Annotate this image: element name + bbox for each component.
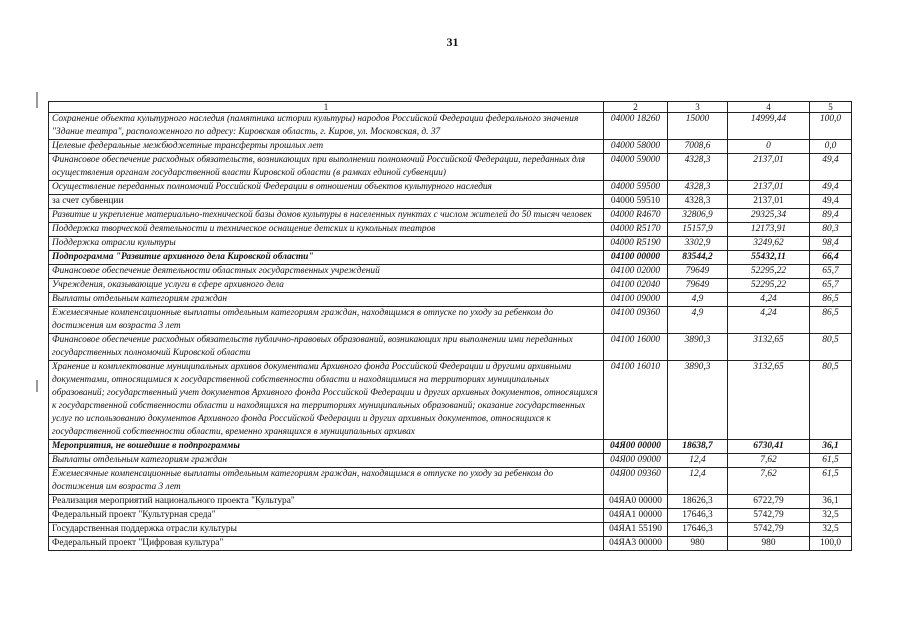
- column-header: 4: [728, 102, 810, 113]
- row-actual-amount: 0: [728, 140, 810, 154]
- table-row: [49, 495, 852, 509]
- row-percent: 36,1: [810, 440, 852, 454]
- row-code: 04ЯА1 55190: [604, 523, 668, 537]
- row-planned-amount: 7008,6: [668, 140, 728, 154]
- row-description: Реализация мероприятий национального проекта "Культура": [49, 495, 604, 509]
- row-actual-amount: 7,62: [728, 468, 810, 495]
- row-percent: 80,5: [810, 361, 852, 440]
- row-planned-amount: 4,9: [668, 293, 728, 307]
- row-percent: 100,0: [810, 537, 852, 551]
- row-actual-amount: 29325,34: [728, 209, 810, 223]
- row-description: Ежемесячные компенсационные выплаты отдельным категориям граждан, находящимся в отпуске по уходу за ребенком до достижения им возраста 3 лет: [49, 468, 604, 495]
- table-row: [49, 509, 852, 523]
- row-description: Осуществление переданных полномочий Российской Федерации в отношении объектов культурного наследия: [49, 181, 604, 195]
- table-row: [49, 334, 852, 361]
- row-percent: 80,5: [810, 334, 852, 361]
- row-description: Развитие и укрепление материально-технической базы домов культуры в населенных пунктах с числом жителей до 50 тысяч человек: [49, 209, 604, 223]
- row-code: 04100 16000: [604, 334, 668, 361]
- row-description: Федеральный проект "Культурная среда": [49, 509, 604, 523]
- row-percent: 86,5: [810, 307, 852, 334]
- row-percent: 61,5: [810, 468, 852, 495]
- row-planned-amount: 17646,3: [668, 523, 728, 537]
- row-planned-amount: 3890,3: [668, 361, 728, 440]
- table-row: [49, 454, 852, 468]
- table-row: [49, 154, 852, 181]
- row-planned-amount: 83544,2: [668, 251, 728, 265]
- row-code: 04ЯА1 00000: [604, 509, 668, 523]
- row-actual-amount: 52295,22: [728, 279, 810, 293]
- table-row: [49, 195, 852, 209]
- row-planned-amount: 4,9: [668, 307, 728, 334]
- table-row: [49, 537, 852, 551]
- table-row: [49, 307, 852, 334]
- table-row: [49, 265, 852, 279]
- row-code: 04Я00 00000: [604, 440, 668, 454]
- row-code: 04100 02040: [604, 279, 668, 293]
- row-percent: 89,4: [810, 209, 852, 223]
- row-description: Выплаты отдельным категориям граждан: [49, 454, 604, 468]
- row-percent: 32,5: [810, 509, 852, 523]
- row-planned-amount: 980: [668, 537, 728, 551]
- row-code: 04Я00 09000: [604, 454, 668, 468]
- row-actual-amount: 3132,65: [728, 334, 810, 361]
- row-planned-amount: 4328,3: [668, 181, 728, 195]
- column-header: 3: [668, 102, 728, 113]
- table-row: [49, 140, 852, 154]
- table-row: [49, 279, 852, 293]
- table-row: [49, 523, 852, 537]
- row-code: 04Я00 09360: [604, 468, 668, 495]
- row-actual-amount: 980: [728, 537, 810, 551]
- row-planned-amount: 12,4: [668, 454, 728, 468]
- margin-mark: [36, 380, 38, 392]
- row-planned-amount: 32806,9: [668, 209, 728, 223]
- row-code: 04000 R5190: [604, 237, 668, 251]
- row-code: 04100 00000: [604, 251, 668, 265]
- row-description: Подпрограмма "Развитие архивного дела Кировской области": [49, 251, 604, 265]
- row-description: Выплаты отдельным категориям граждан: [49, 293, 604, 307]
- row-planned-amount: 15157,9: [668, 223, 728, 237]
- column-header: 2: [604, 102, 668, 113]
- row-actual-amount: 2137,01: [728, 195, 810, 209]
- page-number: 31: [446, 35, 459, 49]
- row-actual-amount: 5742,79: [728, 523, 810, 537]
- table-header-row: [49, 102, 852, 113]
- column-header: 1: [49, 102, 604, 113]
- budget-table: [48, 101, 852, 551]
- row-actual-amount: 3249,62: [728, 237, 810, 251]
- row-percent: 98,4: [810, 237, 852, 251]
- row-code: 04100 09000: [604, 293, 668, 307]
- row-planned-amount: 79649: [668, 265, 728, 279]
- table-row: [49, 293, 852, 307]
- row-planned-amount: 4328,3: [668, 154, 728, 181]
- row-description: Мероприятия, не вошедшие в подпрограммы: [49, 440, 604, 454]
- row-percent: 49,4: [810, 195, 852, 209]
- row-percent: 65,7: [810, 279, 852, 293]
- row-planned-amount: 12,4: [668, 468, 728, 495]
- row-percent: 65,7: [810, 265, 852, 279]
- row-description: Федеральный проект "Цифровая культура": [49, 537, 604, 551]
- table-row: [49, 440, 852, 454]
- row-description: Государственная поддержка отрасли культуры: [49, 523, 604, 537]
- row-actual-amount: 7,62: [728, 454, 810, 468]
- row-actual-amount: 4,24: [728, 307, 810, 334]
- row-percent: 49,4: [810, 181, 852, 195]
- row-code: 04000 R4670: [604, 209, 668, 223]
- row-description: Учреждения, оказывающие услуги в сфере архивного дела: [49, 279, 604, 293]
- row-planned-amount: 4328,3: [668, 195, 728, 209]
- table-row: [49, 251, 852, 265]
- row-percent: 66,4: [810, 251, 852, 265]
- row-code: 04100 02000: [604, 265, 668, 279]
- row-code: 04100 16010: [604, 361, 668, 440]
- row-percent: 36,1: [810, 495, 852, 509]
- row-actual-amount: 6730,41: [728, 440, 810, 454]
- row-code: 04000 59000: [604, 154, 668, 181]
- row-percent: 80,3: [810, 223, 852, 237]
- row-actual-amount: 2137,01: [728, 154, 810, 181]
- row-description: Финансовое обеспечение деятельности областных государственных учреждений: [49, 265, 604, 279]
- row-code: 04100 09360: [604, 307, 668, 334]
- row-percent: 100,0: [810, 113, 852, 140]
- row-description: Финансовое обеспечение расходных обязательств, возникающих при выполнении полномочий Российской Федерации, переданных для осуществления органам государственной власти Кировской области (в рамках единой субвенции): [49, 154, 604, 181]
- row-planned-amount: 18626,3: [668, 495, 728, 509]
- row-actual-amount: 12173,91: [728, 223, 810, 237]
- table-row: [49, 181, 852, 195]
- table-row: [49, 113, 852, 140]
- row-percent: 32,5: [810, 523, 852, 537]
- row-actual-amount: 52295,22: [728, 265, 810, 279]
- row-actual-amount: 2137,01: [728, 181, 810, 195]
- row-description: Поддержка творческой деятельности и техническое оснащение детских и кукольных театров: [49, 223, 604, 237]
- row-code: 04ЯА0 00000: [604, 495, 668, 509]
- row-description: Поддержка отрасли культуры: [49, 237, 604, 251]
- row-actual-amount: 55432,11: [728, 251, 810, 265]
- row-actual-amount: 14999,44: [728, 113, 810, 140]
- row-actual-amount: 5742,79: [728, 509, 810, 523]
- row-actual-amount: 3132,65: [728, 361, 810, 440]
- row-code: 04000 59500: [604, 181, 668, 195]
- row-percent: 49,4: [810, 154, 852, 181]
- table-row: [49, 361, 852, 440]
- row-planned-amount: 3890,3: [668, 334, 728, 361]
- row-description: Хранение и комплектование муниципальных архивов документами Архивного фонда Российской Федерации и другими архивными документами, относящимися к государственной собственности области и находящимися на территориях муниципальных образований; государственный учет документов Архивного фонда Российской Федерации и других архивных документов, относящихся к государственной собственности области и находящихся на территориях муниципальных образований; оказание государственных услуг по использованию документов Архивного фонда Российской Федерации и других архивных документов, относящихся к государственной собственности области, временно хранящихся в муниципальных архивах: [49, 361, 604, 440]
- row-description: за счет субвенции: [49, 195, 604, 209]
- row-code: 04000 59510: [604, 195, 668, 209]
- row-description: Целевые федеральные межбюджетные трансферты прошлых лет: [49, 140, 604, 154]
- row-planned-amount: 3302,9: [668, 237, 728, 251]
- row-description: Ежемесячные компенсационные выплаты отдельным категориям граждан, находящимся в отпуске по уходу за ребенком до достижения им возраста 3 лет: [49, 307, 604, 334]
- row-description: Финансовое обеспечение расходных обязательств публично-правовых образований, возникающих при выполнении ими переданных государственных полномочий Кировской области: [49, 334, 604, 361]
- row-code: 04000 18260: [604, 113, 668, 140]
- row-description: Сохранение объекта культурного наследия (памятника истории культуры) народов Российской Федерации федерального значения "Здание театра", расположенного по адресу: Кировская область, г. Киров, ул. Московская, д. 37: [49, 113, 604, 140]
- row-percent: 86,5: [810, 293, 852, 307]
- row-planned-amount: 15000: [668, 113, 728, 140]
- row-planned-amount: 79649: [668, 279, 728, 293]
- table-row: [49, 209, 852, 223]
- table-row: [49, 223, 852, 237]
- row-code: 04ЯА3 00000: [604, 537, 668, 551]
- row-planned-amount: 18638,7: [668, 440, 728, 454]
- row-percent: 0,0: [810, 140, 852, 154]
- row-code: 04000 R5170: [604, 223, 668, 237]
- row-actual-amount: 4,24: [728, 293, 810, 307]
- column-header: 5: [810, 102, 852, 113]
- row-percent: 61,5: [810, 454, 852, 468]
- table-row: [49, 468, 852, 495]
- row-planned-amount: 17646,3: [668, 509, 728, 523]
- table-row: [49, 237, 852, 251]
- margin-mark: [36, 92, 38, 108]
- row-code: 04000 58000: [604, 140, 668, 154]
- row-actual-amount: 6722,79: [728, 495, 810, 509]
